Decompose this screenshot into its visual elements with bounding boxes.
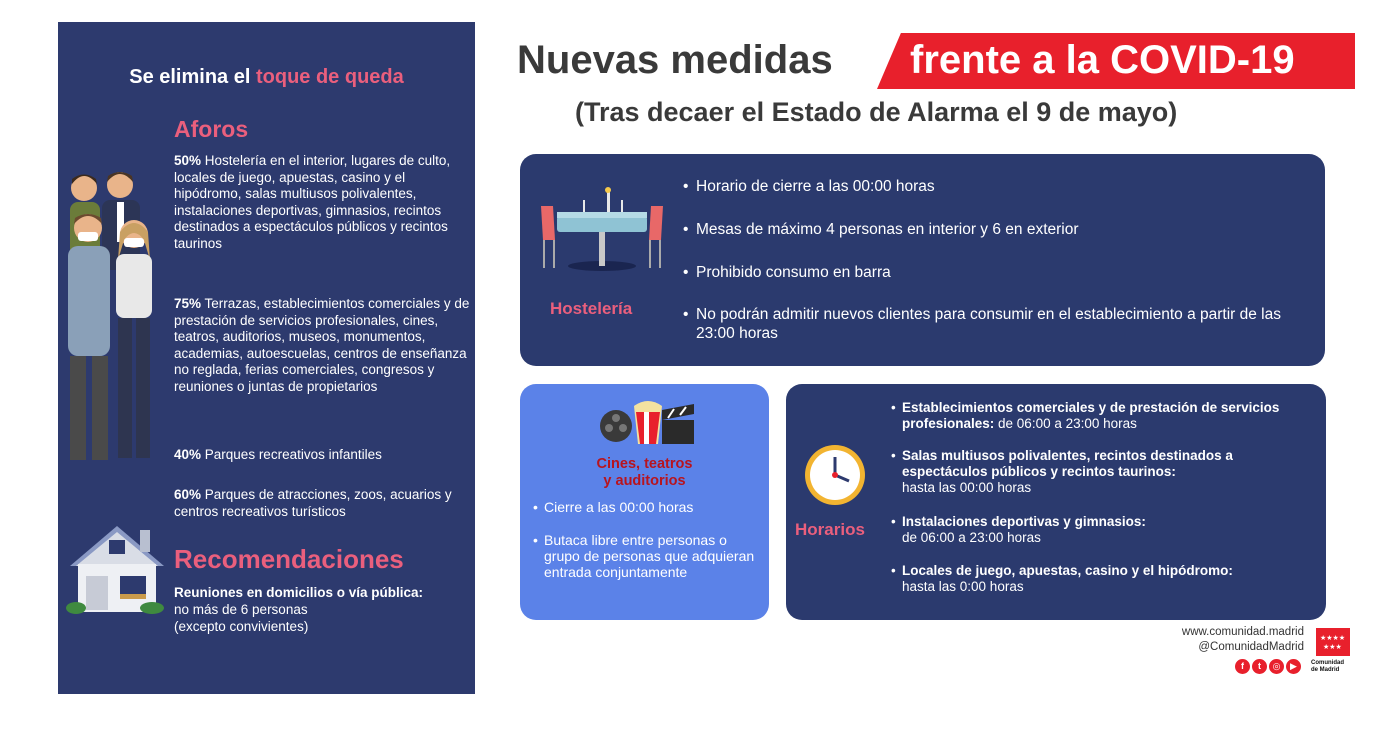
restaurant-table-icon: [537, 186, 667, 272]
cines-bullet: • Cierre a las 00:00 horas: [544, 499, 759, 515]
left-panel-title: Se elimina el toque de queda: [129, 66, 404, 88]
page-title: Nuevas medidas: [517, 38, 833, 82]
aforo-item: 50% Hostelería en el interior, lugares de culto, locales de juego, apuestas, casino y el hipódromo, salas multiusos polivalentes, instalaciones deportivas, gimnasios, recintos destinados a espectáculos públicos y recintos taurinos: [174, 153, 451, 251]
horarios-item: • Locales de juego, apuestas, casino y el hipódromo: hasta las 0:00 horas: [902, 563, 1312, 595]
horarios-item: • Establecimientos comerciales y de prestación de servicios profesionales: de 06:00 a 23:00 horas: [902, 400, 1312, 432]
aforo-item: 75% Terrazas, establecimientos comerciales y de prestación de servicios profesionales, cines, teatros, auditorios, museos, monumentos, academias, autoescuelas, centros de enseñanza no reglada, ferias comerciales, congresos y reuniones o juntas de propietarios: [174, 296, 470, 394]
page-title-highlight: frente a la COVID-19: [910, 38, 1295, 82]
footer-twitter-handle[interactable]: @ComunidadMadrid: [1198, 641, 1304, 653]
cinema-icon: [598, 398, 696, 448]
cines-label: Cines, teatros y auditorios: [596, 456, 693, 489]
horarios-item: • Salas multiusos polivalentes, recintos destinados a espectáculos públicos y recintos taurinos: hasta las 00:00 horas: [902, 448, 1312, 496]
hosteleria-bullet: • Mesas de máximo 4 personas en interior y 6 en exterior: [696, 220, 1296, 239]
recomendaciones-heading: Recomendaciones: [174, 544, 404, 574]
stars-icon: [1316, 628, 1350, 656]
svg-text:★★★★: ★★★★: [1320, 634, 1346, 642]
left-panel: [58, 22, 475, 694]
clock-icon: [803, 443, 867, 507]
person-front-left: [68, 214, 110, 460]
page-subtitle: (Tras decaer el Estado de Alarma el 9 de mayo): [575, 97, 1178, 127]
hosteleria-bullet: • Prohibido consumo en barra: [696, 263, 1296, 282]
horarios-item: • Instalaciones deportivas y gimnasios: de 06:00 a 23:00 horas: [902, 514, 1312, 546]
house-icon: [62, 520, 172, 616]
recomendaciones-body: Reuniones en domicilios o vía pública: no más de 6 personas (excepto convivientes): [174, 585, 424, 634]
twitter-icon[interactable]: t: [1252, 659, 1267, 674]
aforos-heading: Aforos: [174, 116, 249, 142]
person-front-right: [116, 220, 152, 458]
youtube-icon[interactable]: ▶: [1286, 659, 1301, 674]
aforo-item: 60% Parques de atracciones, zoos, acuarios y centros recreativos turísticos: [174, 487, 452, 519]
comunidad-madrid-logo: [1316, 628, 1350, 656]
instagram-icon[interactable]: ◎: [1269, 659, 1284, 674]
people-illustration: [60, 170, 172, 470]
hosteleria-label: Hostelería: [550, 299, 633, 318]
logo-text: Comunidad de Madrid: [1311, 660, 1344, 673]
facebook-icon[interactable]: f: [1235, 659, 1250, 674]
aforo-item: 40% Parques recreativos infantiles: [174, 447, 382, 462]
footer-website-link[interactable]: www.comunidad.madrid: [1181, 626, 1304, 638]
cines-bullet: • Butaca libre entre personas o grupo de personas que adquieran entrada conjuntamente: [544, 532, 759, 580]
svg-text:★★★: ★★★: [1323, 643, 1342, 651]
hosteleria-bullet: • No podrán admitir nuevos clientes para consumir en el establecimiento a partir de las 23:00 horas: [696, 305, 1306, 343]
hosteleria-bullet: • Horario de cierre a las 00:00 horas: [696, 177, 1296, 196]
horarios-label: Horarios: [795, 520, 865, 539]
